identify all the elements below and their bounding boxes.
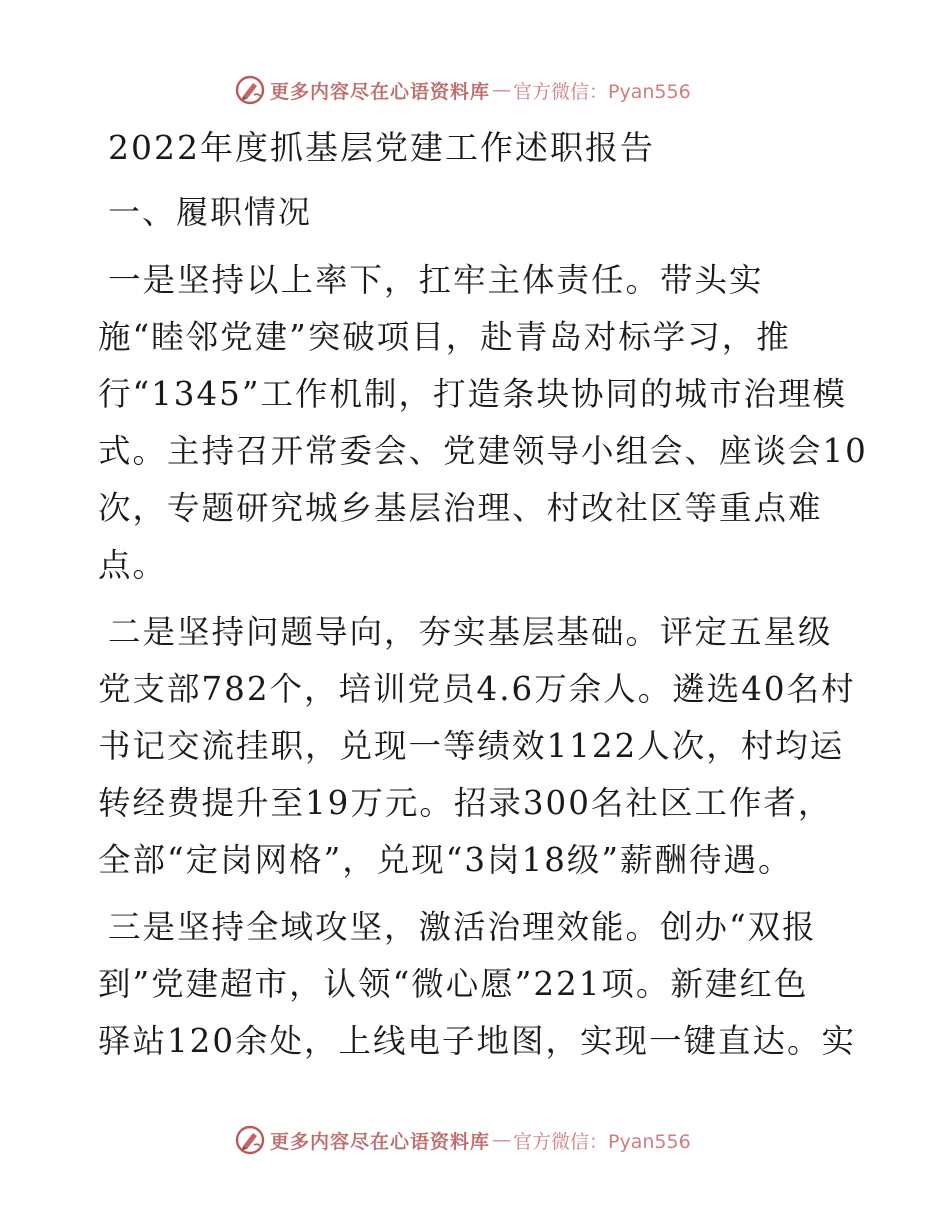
- document-pen-logo-icon: [234, 74, 266, 106]
- paragraph-line: 行“1345”工作机制，打造条块协同的城市治理模: [98, 375, 847, 413]
- watermark-contact: 官方微信：Pyan556: [513, 1130, 691, 1153]
- paragraph-line: 三是坚持全域攻坚，激活治理效能。创办“双报: [108, 908, 817, 946]
- paragraph-line: 到”党建超市，认领“微心愿”221项。新建红色: [98, 965, 809, 1003]
- document-title: 2022年度抓基层党建工作述职报告: [108, 128, 655, 167]
- paragraph-line: 一是坚持以上率下，扛牢主体责任。带头实: [108, 261, 764, 299]
- watermark-main-text: 更多内容尽在心语资料库: [270, 1130, 491, 1153]
- watermark-dash: —: [492, 79, 512, 101]
- paragraph-line: 转经费提升至19万元。招录300名社区工作者，: [98, 784, 833, 822]
- document-body: [98, 118, 868, 1070]
- paragraph-line: 二是坚持问题导向，夯实基层基础。评定五星级: [108, 613, 833, 651]
- watermark-dash: —: [492, 1129, 512, 1151]
- paragraph-1: [98, 252, 868, 594]
- watermark-footer: [234, 1122, 691, 1158]
- paragraph-3: [98, 899, 868, 1070]
- paragraph-line: 书记交流挂职，兑现一等绩效1122人次，村均运: [98, 727, 845, 765]
- paragraph-line: 施“睦邻党建”突破项目，赴青岛对标学习，推: [98, 318, 791, 356]
- paragraph-line: 式。主持召开常委会、党建领导小组会、座谈会10: [98, 432, 868, 470]
- watermark-main-text: 更多内容尽在心语资料库: [270, 80, 491, 103]
- paragraph-line: 次，专题研究城乡基层治理、村改社区等重点难: [98, 489, 823, 527]
- document-pen-logo-icon: [234, 1124, 266, 1156]
- section-heading: 一、履职情况: [108, 193, 313, 231]
- watermark-contact: 官方微信：Pyan556: [513, 80, 691, 103]
- paragraph-2: [98, 604, 868, 889]
- watermark-header: [234, 72, 691, 108]
- paragraph-line: 点。: [98, 546, 168, 584]
- paragraph-line: 全部“定岗网格”，兑现“3岗18级”薪酬待遇。: [98, 841, 793, 879]
- paragraph-line: 党支部782个，培训党员4.6万余人。遴选40名村: [98, 670, 856, 708]
- paragraph-line: 驿站120余处，上线电子地图，实现一键直达。实: [98, 1022, 857, 1060]
